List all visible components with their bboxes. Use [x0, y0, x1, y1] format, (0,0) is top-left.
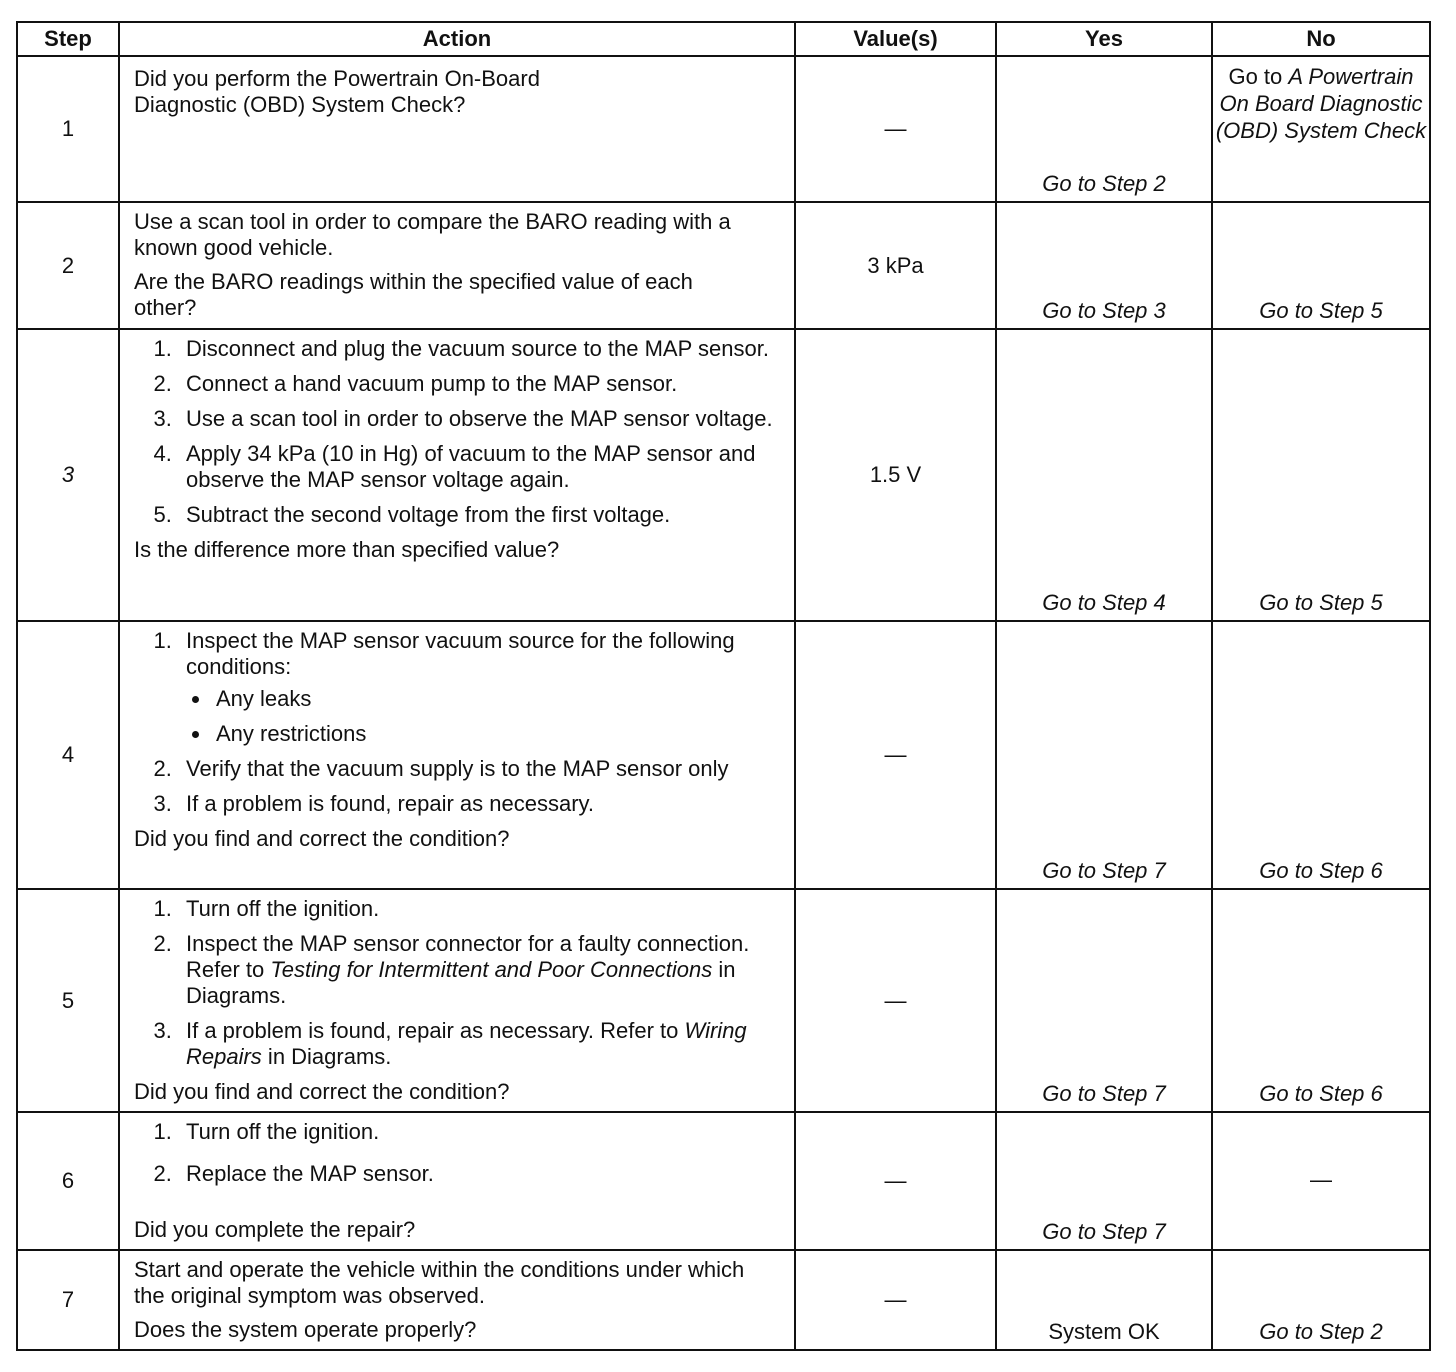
list-item-text: Inspect the MAP sensor connector for a faulty connection. Refer to — [186, 931, 750, 982]
condition-item: • Any restrictions — [212, 721, 780, 747]
action-question: Did you complete the repair? — [134, 1217, 416, 1242]
yes-cell: System OK — [996, 1250, 1212, 1350]
step-number: 3 — [17, 329, 119, 621]
reference-link[interactable]: Testing for Intermittent and Poor Connections — [270, 957, 713, 982]
table-row — [17, 202, 1430, 329]
action-cell — [119, 202, 795, 329]
yes-cell: Go to Step 7 — [996, 1112, 1212, 1250]
reference-suffix: in Diagrams. — [186, 957, 736, 1008]
action-question: Did you perform the Powertrain On-Board Diagnostic (OBD) System Check? — [134, 66, 540, 117]
list-item: 1. Turn off the ignition. — [178, 1119, 780, 1145]
table-row — [17, 889, 1430, 1112]
value-cell: 1.5 V — [795, 329, 996, 621]
list-item: 2. Verify that the vacuum supply is to the MAP sensor only — [178, 756, 780, 782]
no-reference: A Powertrain On Board Diagnostic (OBD) System Check — [1215, 64, 1427, 143]
table-row — [17, 1112, 1430, 1250]
value-cell: — — [795, 889, 996, 1112]
list-item: 2. Connect a hand vacuum pump to the MAP sensor. — [178, 371, 780, 397]
list-item: 1. Turn off the ignition. — [178, 896, 780, 922]
value-cell: 3 kPa — [795, 202, 996, 329]
table-row — [17, 1250, 1430, 1350]
yes-cell: Go to Step 4 — [996, 329, 1212, 621]
step-list — [134, 336, 780, 528]
yes-cell: Go to Step 7 — [996, 889, 1212, 1112]
yes-cell: Go to Step 2 — [996, 56, 1212, 202]
list-item: 3. If a problem is found, repair as necessary. — [178, 791, 780, 817]
condition-item: • Any leaks — [212, 686, 780, 712]
value-cell: — — [795, 56, 996, 202]
list-item — [178, 628, 780, 747]
no-prefix: Go to — [1228, 64, 1283, 89]
step-list — [134, 628, 780, 817]
action-question: Did you find and correct the condition? — [134, 826, 510, 851]
list-item-text: Inspect the MAP sensor vacuum source for the following conditions: — [186, 628, 735, 679]
no-cell: Go to Step 6 — [1212, 621, 1430, 889]
no-cell: Go to Step 6 — [1212, 889, 1430, 1112]
step-number: 1 — [17, 56, 119, 202]
list-item-text: If a problem is found, repair as necessary. Refer to — [186, 1018, 679, 1043]
value-cell: — — [795, 621, 996, 889]
step-number: 4 — [17, 621, 119, 889]
no-cell: — — [1212, 1112, 1430, 1250]
list-item: 5. Subtract the second voltage from the first voltage. — [178, 502, 780, 528]
list-item: 2. Replace the MAP sensor. — [178, 1161, 780, 1187]
list-item: 3. Use a scan tool in order to observe the MAP sensor voltage. — [178, 406, 780, 432]
action-text: Use a scan tool in order to compare the BARO reading with a known good vehicle. — [134, 209, 731, 260]
condition-list — [186, 686, 780, 747]
no-cell — [1212, 56, 1430, 202]
header-step: Step — [17, 22, 119, 56]
table-row — [17, 329, 1430, 621]
action-question: Did you find and correct the condition? — [134, 1079, 510, 1104]
action-cell — [119, 56, 795, 202]
step-list — [134, 896, 780, 1070]
table-row — [17, 621, 1430, 889]
list-item — [178, 931, 780, 1009]
list-item: 1. Disconnect and plug the vacuum source to the MAP sensor. — [178, 336, 780, 362]
action-question: Are the BARO readings within the specified value of each other? — [134, 269, 693, 320]
action-question: Does the system operate properly? — [134, 1317, 477, 1342]
reference-link[interactable]: Wiring Repairs — [186, 1018, 747, 1069]
action-question: Is the difference more than specified value? — [134, 537, 560, 562]
action-cell — [119, 1250, 795, 1350]
yes-cell: Go to Step 3 — [996, 202, 1212, 329]
no-cell: Go to Step 5 — [1212, 329, 1430, 621]
step-number: 5 — [17, 889, 119, 1112]
step-number: 2 — [17, 202, 119, 329]
header-values: Value(s) — [795, 22, 996, 56]
header-yes: Yes — [996, 22, 1212, 56]
action-cell — [119, 1112, 795, 1250]
list-item — [178, 1018, 780, 1070]
table-row — [17, 56, 1430, 202]
header-action: Action — [119, 22, 795, 56]
action-cell — [119, 621, 795, 889]
value-cell: — — [795, 1250, 996, 1350]
step-number: 6 — [17, 1112, 119, 1250]
header-row — [17, 22, 1430, 56]
yes-cell: Go to Step 7 — [996, 621, 1212, 889]
no-cell: Go to Step 2 — [1212, 1250, 1430, 1350]
header-no: No — [1212, 22, 1430, 56]
reference-suffix: in Diagrams. — [261, 1044, 392, 1069]
step-number: 7 — [17, 1250, 119, 1350]
step-list — [134, 1119, 780, 1187]
diagnostic-table — [16, 21, 1431, 1351]
no-cell: Go to Step 5 — [1212, 202, 1430, 329]
value-cell: — — [795, 1112, 996, 1250]
action-cell — [119, 889, 795, 1112]
list-item: 4. Apply 34 kPa (10 in Hg) of vacuum to the MAP sensor and observe the MAP sensor voltage again. — [178, 441, 780, 493]
action-text: Start and operate the vehicle within the conditions under which the original symptom was observed. — [134, 1257, 745, 1308]
action-cell — [119, 329, 795, 621]
